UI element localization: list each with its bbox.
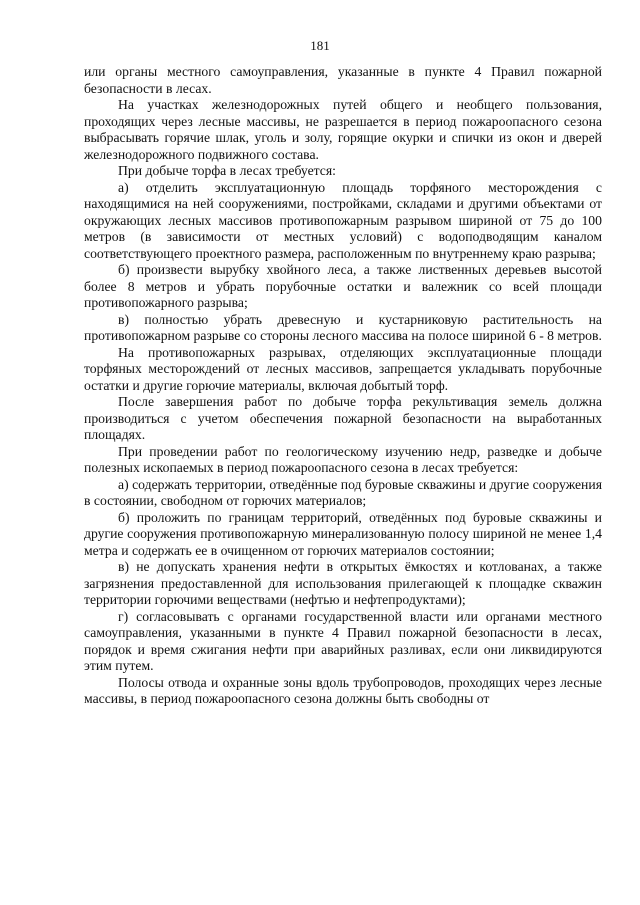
paragraph-railway: На участках железнодорожных путей общего и необщего пользования, проходящих через лесные массивы, не разрешается в период пожароопасного сезона выбрасывать горячие шлак, уголь и золу, горящие окурки и спички из окон и дверей железнодорожного подвижного состава. <box>84 97 602 162</box>
paragraph-geology-intro: При проведении работ по геологическому изучению недр, разведке и добыче полезных ископаемых в период пожароопасного сезона в лесах требуется: <box>84 443 602 475</box>
paragraph-peat-intro: При добыче торфа в лесах требуется: <box>118 163 336 178</box>
paragraph-peat-item-v: в) полностью убрать древесную и кустарниковую растительность на противопожарном разрыве со стороны лесного массива на полосе шириной 6 - 8 метров. <box>84 311 602 343</box>
page-number: 181 <box>310 38 330 53</box>
paragraph-peat-item-a: а) отделить эксплуатационную площадь торфяного месторождения с находящимися на ней сооружениями, постройками, складами и другими объектами от окружающих лесных массивов противопожарным разрывом шириной от 75 до 100 метров (в зависимости от местных условий) с водоподводящим каналом соответствующего проектного размера, расположенным по внутреннему краю разрыва; <box>84 179 602 261</box>
paragraph-firebreaks: На противопожарных разрывах, отделяющих эксплуатационные площади торфяных месторождений от лесных массивов, запрещается укладывать порубочные остатки и другие горючие материалы, включая добытый торф. <box>84 344 602 393</box>
paragraph-peat-item-b: б) произвести вырубку хвойного леса, а также лиственных деревьев высотой более 8 метров и убрать порубочные остатки и валежник со всей площади противопожарного разрыва; <box>84 262 602 310</box>
paragraph-geology-item-v: в) не допускать хранения нефти в открытых ёмкостях и котлованах, а также загрязнения предоставленной для использования прилегающей к площадке скважин территории горючими веществами (нефтью и нефтепродуктами); <box>84 559 602 607</box>
paragraph-recultivation: После завершения работ по добыче торфа рекультивация земель должна производиться с учетом обеспечения пожарной безопасности на выработанных площадях. <box>84 394 602 442</box>
paragraph-geology-item-a: а) содержать территории, отведённые под буровые скважины и другие сооружения в состоянии, свободном от горючих материалов; <box>84 476 602 508</box>
document-body <box>84 64 602 708</box>
paragraph-geology-item-b: б) проложить по границам территорий, отведённых под буровые скважины и другие сооружения противопожарную минерализованную полосу шириной не менее 1,4 метра и содержать ее в очищенном от горючих материалов состоянии; <box>84 509 602 558</box>
paragraph-geology-item-g: г) согласовывать с органами государственной власти или органами местного самоуправления, указанными в пункте 4 Правил пожарной безопасности в лесах, порядок и время сжигания нефти при аварийных разливах, если они ликвидируются этим путем. <box>84 608 602 673</box>
paragraph-continuation: или органы местного самоуправления, указанные в пункте 4 Правил пожарной безопасности в лесах. <box>84 64 602 96</box>
paragraph-pipelines: Полосы отвода и охранные зоны вдоль трубопроводов, проходящих через лесные массивы, в период пожароопасного сезона должны быть свободны от <box>84 674 602 706</box>
